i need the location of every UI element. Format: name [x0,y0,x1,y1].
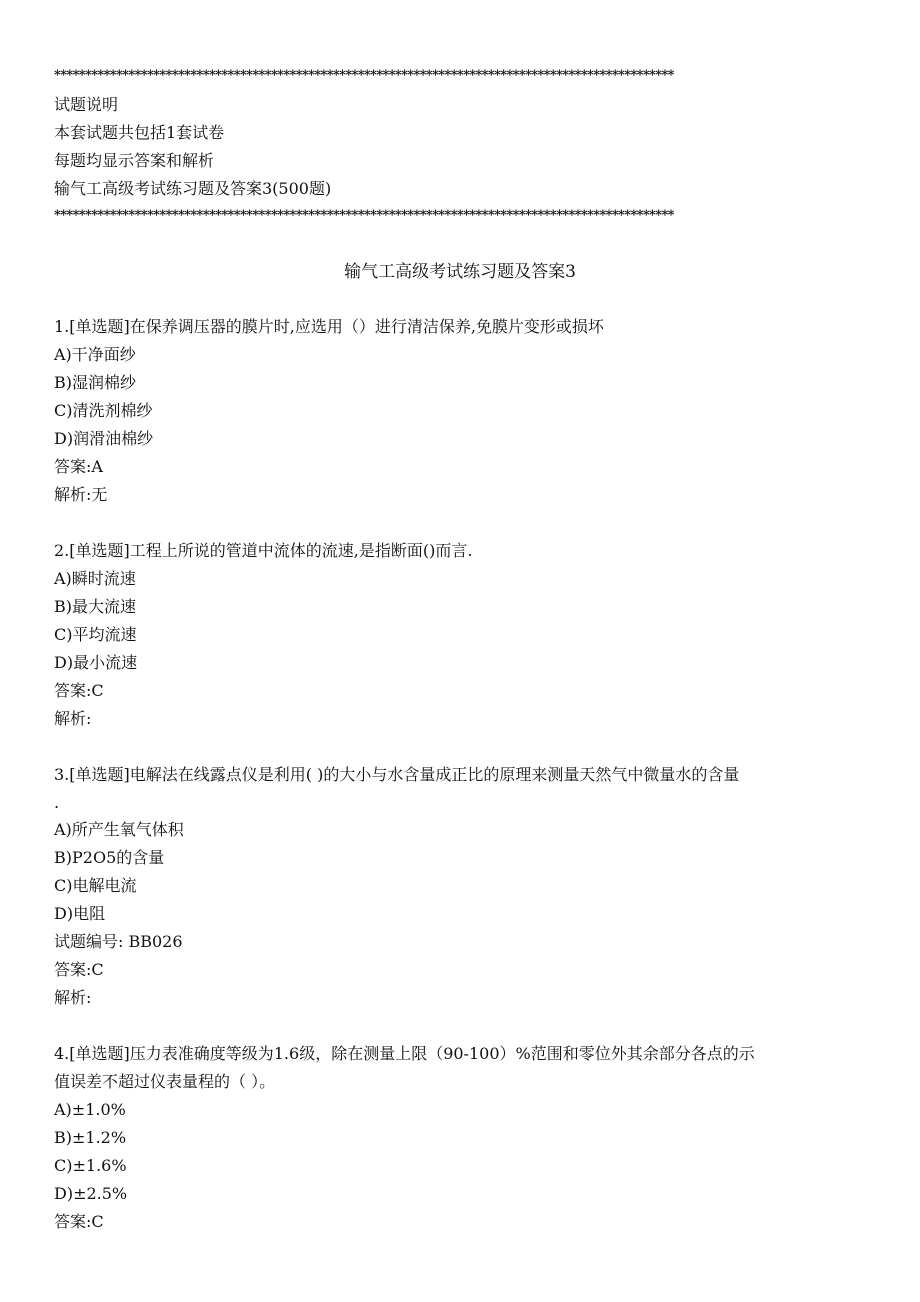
question-1-stem: 1.[单选题]在保养调压器的膜片时,应选用（）进行清洁保养,免膜片变形或损坏 [54,317,604,336]
question-3-option-d: D)电阻 [54,904,106,923]
question-2-option-b: B)最大流速 [54,597,137,616]
question-3-analysis: 解析: [54,988,92,1007]
question-2-option-a: A)瞬时流速 [54,569,136,588]
question-4-option-b: B)±1.2% [54,1128,127,1147]
question-4-option-c: C)±1.6% [54,1156,127,1175]
question-1-answer: 答案:A [54,457,103,476]
question-1-option-a: A)干净面纱 [54,345,136,364]
question-3-code: 试题编号: BB026 [54,932,183,951]
document-title: 输气工高级考试练习题及答案3 [344,262,576,282]
header-line-4: 输气工高级考试练习题及答案3(500题) [54,179,332,198]
question-3-stem-continued: . [54,793,60,812]
question-2-option-c: C)平均流速 [54,625,137,644]
question-2-option-d: D)最小流速 [54,653,138,672]
question-3-answer: 答案:C [54,960,104,979]
question-2-stem: 2.[单选题]工程上所说的管道中流体的流速,是指断面()而言. [54,541,473,560]
question-3-option-c: C)电解电流 [54,876,137,895]
question-2-answer: 答案:C [54,681,104,700]
question-1-option-d: D)润滑油棉纱 [54,429,154,448]
question-3-stem: 3.[单选题]电解法在线露点仪是利用( )的大小与水含量成正比的原理来测量天然气中微量水的含量 [54,765,740,784]
question-3-option-a: A)所产生氧气体积 [54,820,184,839]
question-3-option-b: B)P2O5的含量 [54,848,165,867]
question-1-option-b: B)湿润棉纱 [54,373,137,392]
question-4-answer: 答案:C [54,1212,104,1231]
question-2-analysis: 解析: [54,709,92,728]
question-1-option-c: C)清洗剂棉纱 [54,401,153,420]
separator-stars-top: **************************************************************************************************** [54,68,674,83]
header-line-2: 本套试题共包括1套试卷 [54,123,225,142]
header-line-3: 每题均显示答案和解析 [54,151,215,170]
question-4-stem: 4.[单选题]压力表准确度等级为1.6级，除在测量上限（90-100）%范围和零位外其余部分各点的示 [54,1044,755,1063]
separator-stars-bottom: **************************************************************************************************** [54,208,674,223]
question-4-stem-continued: 值误差不超过仪表量程的（ ）。 [54,1072,276,1091]
question-1-analysis: 解析:无 [54,485,108,504]
question-4-option-d: D)±2.5% [54,1184,128,1203]
question-4-option-a: A)±1.0% [54,1100,126,1119]
header-line-1: 试题说明 [54,95,119,114]
